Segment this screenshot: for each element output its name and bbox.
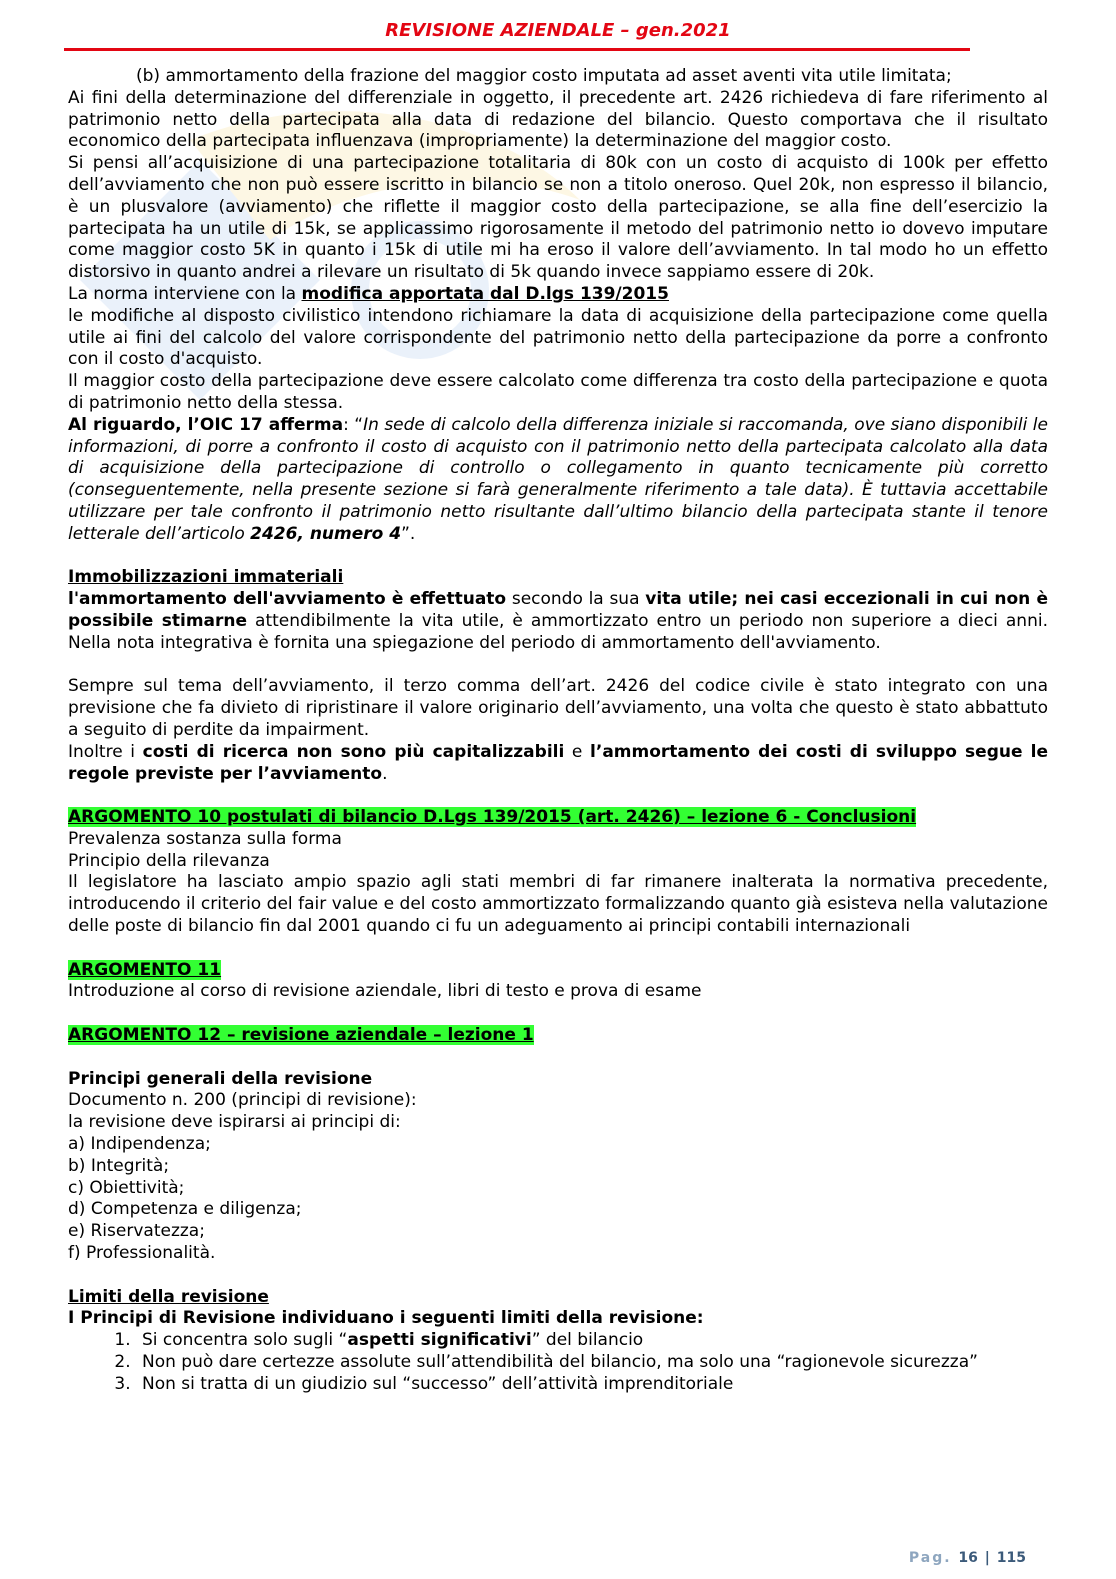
paragraph: Il legislatore ha lasciato ampio spazio agli stati membri di far rimanere inalterata la normativa precedente, introducendo il criterio del fair value e del costo ammortizzato formalizzando quanto già esisteva nella valutazione delle poste di bilancio fin dal 2001 quando ci fu un adeguamento ai principi contabili internazionali	[68, 872, 1048, 937]
list-item: 1. Si concentra solo sugli “aspetti significativi” del bilancio	[136, 1330, 1048, 1352]
page-footer	[909, 1550, 1026, 1566]
topic-heading: ARGOMENTO 11	[68, 959, 222, 980]
paragraph: Introduzione al corso di revisione aziendale, libri di testo e prova di esame	[68, 981, 702, 1002]
paragraph: Ai fini della determinazione del differenziale in oggetto, il precedente art. 2426 richiedeva di fare riferimento al patrimonio netto della partecipata alla data di redazione del bilancio. Questo comportava che il risultato economico della partecipata influenzava (impropriamente) la determinazione del maggior costo.	[68, 87, 1048, 152]
line: I Principi di Revisione individuano i seguenti limiti della revisione:	[68, 1308, 704, 1329]
list-item: b) Integrità;	[68, 1155, 170, 1176]
quote-paragraph: Al riguardo, l’OIC 17 afferma: “In sede di calcolo della differenza iniziale si raccomanda, ove siano disponibili le informazioni, di porre a confronto il costo di acquisto con il patrimonio netto della partecipata calcolato alla data di acquisizione della partecipazione di controllo o collegamento in quanto tecnicamente più corretto (conseguentemente, nella presente sezione si farà generalmente riferimento a tale data). È tuttavia accettabile utilizzare per tale confronto il patrimonio netto risultante dall’ultimo bilancio della partecipata stante il tenore letterale dell’articolo 2426, numero 4”.	[68, 414, 1048, 544]
section-heading: Principi generali della revisione	[68, 1068, 373, 1089]
paragraph: Inoltre i costi di ricerca non sono più capitalizzabili e l’ammortamento dei costi di sviluppo segue le regole previste per l’avviamento.	[68, 741, 1048, 784]
topic-heading: ARGOMENTO 12 – revisione aziendale – lezione 1	[68, 1025, 534, 1046]
line: la revisione deve ispirarsi ai principi di:	[68, 1112, 401, 1133]
paragraph: Si pensi all’acquisizione di una partecipazione totalitaria di 80k con un costo di acquisto di 100k per effetto dell’avviamento che non può essere iscritto in bilancio se non a titolo oneroso. Quel 20k, non espresso il bilancio, è un plusvalore (avviamento) che riflette il maggior costo della partecipazione, se alla fine dell’esercizio la partecipata ha un utile di 15k, se applicassimo rigorosamente il metodo del patrimonio netto io dovevo imputare come maggior costo 5K in quanto i 15k di utile mi ha eroso il valore dell’avviamento. In tal modo ho un effetto distorsivo in quanto andrei a rilevare un risultato di 5k quando invece sappiamo essere di 20k.	[68, 153, 1048, 283]
list-item: e) Riservatezza;	[68, 1221, 205, 1242]
paragraph: Sempre sul tema dell’avviamento, il terzo comma dell’art. 2426 del codice civile è stato integrato con una previsione che fa divieto di ripristinare il valore originario dell’avviamento, una volta che questo è stato abbattuto a seguito di perdite da impairment.	[68, 676, 1048, 740]
page-number: 16	[958, 1550, 978, 1566]
list-item: f) Professionalità.	[68, 1243, 216, 1264]
list-item: 3. Non si tratta di un giudizio sul “successo” dell’attività imprenditoriale	[136, 1374, 1048, 1396]
header-rule	[64, 48, 970, 51]
paragraph: l'ammortamento dell'avviamento è effettuato secondo la sua vita utile; nei casi eccezionali in cui non è possibile stimarne attendibilmente la vita utile, è ammortizzato entro un periodo non superiore a dieci anni. Nella nota integrativa è fornita una spiegazione del periodo di ammortamento dell'avviamento.	[68, 589, 1049, 653]
list-item: 2. Non può dare certezze assolute sull’attendibilità del bilancio, ma solo una “ragionevole sicurezza”	[136, 1352, 1048, 1374]
numbered-list	[68, 1330, 1048, 1395]
header-title: REVISIONE AZIENDALE – gen.2021	[385, 20, 731, 41]
paragraph: (b) ammortamento della frazione del maggior costo imputata ad asset aventi vita utile limitata;	[136, 66, 952, 86]
topic-heading: ARGOMENTO 10 postulati di bilancio D.Lgs 139/2015 (art. 2426) – lezione 6 - Conclusioni	[68, 807, 917, 828]
line: Documento n. 200 (principi di revisione):	[68, 1090, 417, 1111]
section-heading: Immobilizzazioni immateriali	[68, 567, 344, 588]
line: Principio della rilevanza	[68, 850, 270, 871]
page-total: 115	[996, 1550, 1026, 1566]
page-content	[68, 66, 1048, 1396]
list-item: d) Competenza e diligenza;	[68, 1199, 302, 1220]
line: Prevalenza sostanza sulla forma	[68, 828, 342, 849]
paragraph: le modifiche al disposto civilistico intendono richiamare la data di acquisizione della partecipazione come quella utile ai fini del calcolo del valore corrispondente del patrimonio netto della partecipazione da porre a confronto con il costo d'acquisto.	[68, 305, 1048, 370]
page-separator: |	[984, 1550, 990, 1566]
list-item: a) Indipendenza;	[68, 1134, 211, 1155]
page-label: Pag.	[908, 1550, 952, 1566]
paragraph: La norma interviene con la modifica apportata dal D.lgs 139/2015	[68, 283, 669, 304]
paragraph: Il maggior costo della partecipazione deve essere calcolato come differenza tra costo della partecipazione e quota di patrimonio netto della stessa.	[68, 371, 1048, 413]
list-item: c) Obiettività;	[68, 1177, 185, 1198]
section-heading: Limiti della revisione	[68, 1286, 269, 1307]
emphasis: modifica apportata dal D.lgs 139/2015	[301, 283, 669, 304]
